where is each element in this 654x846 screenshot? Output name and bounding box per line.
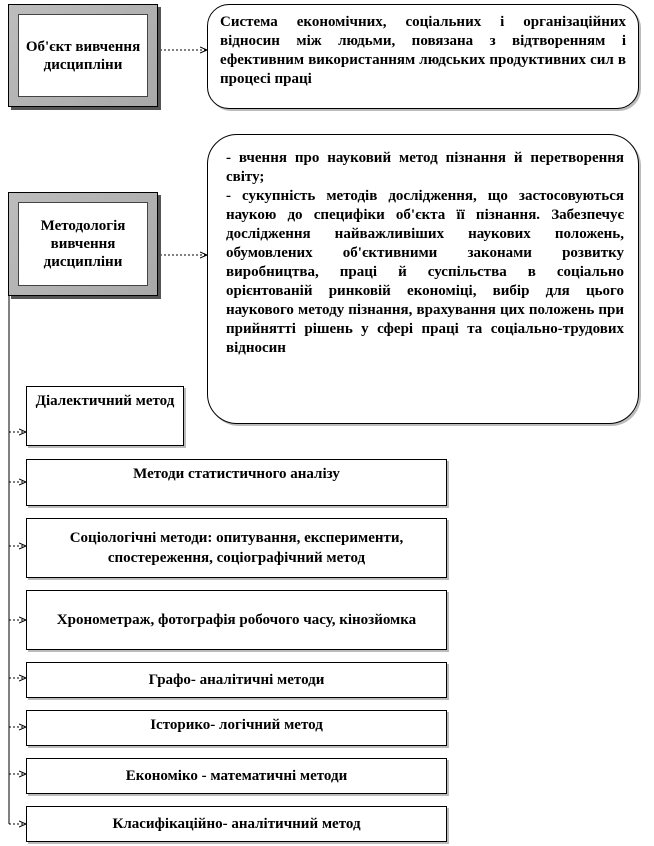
method-sociological xyxy=(26,518,447,578)
method-label: Соціологічні методи: опитування, експерименти, спостереження, соціографічний метод xyxy=(69,530,404,566)
method-label: Економіко - математичні методи xyxy=(125,768,348,784)
method-economic-mathematical xyxy=(26,758,447,794)
method-classification-analytical xyxy=(26,806,447,842)
methodology-description-line-1: - вчення про науковий метод пізнання й перетворення світу; xyxy=(226,150,624,185)
methodology-description xyxy=(207,134,639,424)
method-label: Графо- аналітичні методи xyxy=(148,672,325,688)
object-box xyxy=(8,4,158,107)
methodology-box-label: Методологія вивчення дисципліни xyxy=(18,202,148,286)
object-description xyxy=(207,4,639,109)
method-label: Класифікаційно- аналітичний метод xyxy=(112,816,361,832)
method-label: Методи статистичного аналізу xyxy=(133,466,340,482)
method-statistical xyxy=(26,459,447,506)
method-dialectical xyxy=(26,386,184,446)
method-label: Діалектичний метод xyxy=(35,393,175,409)
method-chronometry xyxy=(26,590,447,650)
object-box-label: Об'єкт вивчення дисципліни xyxy=(18,14,148,97)
method-grapho-analytical xyxy=(26,662,447,698)
object-description-text: Система економічних, соціальних і організаційних відносин між людьми, повязана з відтворенням і ефективним використанням людських продуктивних сил в процесі праці xyxy=(220,14,626,87)
methodology-description-line-2: - сукупність методів дослідження, що застосовуються наукою до специфіки об'єкта її пізнання. Забезпечує дослідження найважливіших наукових положень, обумовлених об'єктивними законами розвитку виробництва, праці й суспільства в соціально орієнтованій ринковій економіці, вибір для цього наукового методу пізнання, врахування цих положень при прийнятті рішень у сфері праці та соціально-трудових відносин xyxy=(226,188,624,356)
method-label: Історико- логічний метод xyxy=(150,717,323,733)
method-label: Хронометраж, фотографія робочого часу, кінозйомка xyxy=(56,612,417,628)
methodology-box xyxy=(8,192,158,296)
method-historical-logical xyxy=(26,710,447,746)
